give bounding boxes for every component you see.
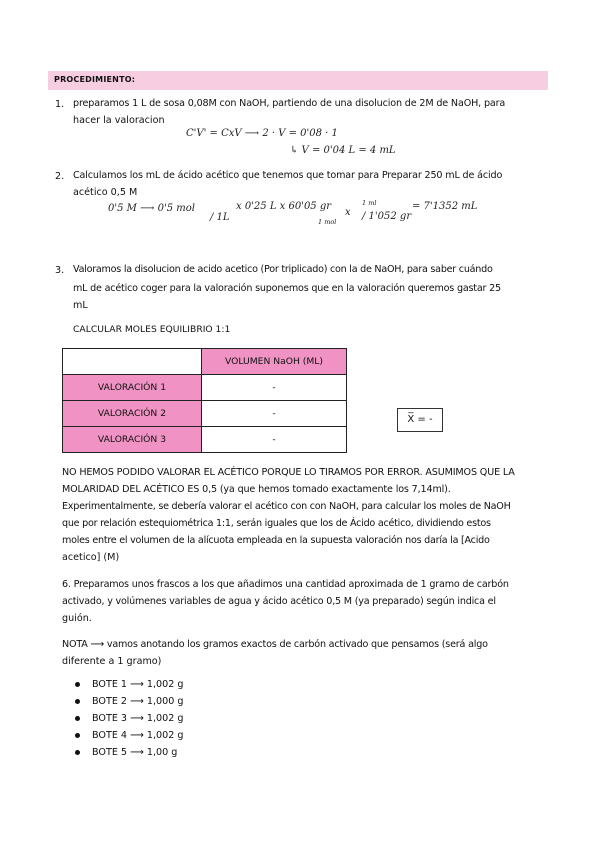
step1-line1: preparamos 1 L de sosa 0,08M con NaOH, partiendo de una disolucion de 2M de NaOH, para (73, 98, 506, 109)
table-row (63, 401, 347, 427)
note-line5: moles entre el volumen de la alícuota empleada en la supuesta valoración nos daría la [Acido (62, 535, 490, 546)
table-header-row (63, 349, 347, 375)
bullet-icon (75, 733, 80, 738)
nota-line2: diferente a 1 gramo) (62, 656, 162, 667)
bottle-list (75, 679, 184, 764)
step2-line2: acético 0,5 M (73, 187, 138, 198)
bullet-icon (75, 699, 80, 704)
step2-hand-molarity: 0'5 M ⟶ 0'5 mol (108, 203, 195, 214)
procedure-heading: PROCEDIMIENTO: (54, 75, 136, 84)
bottle-text: BOTE 4 ⟶ 1,002 g (92, 730, 184, 741)
note-line1: NO HEMOS PODIDO VALORAR EL ACÉTICO PORQUE LO TIRAMOS POR ERROR. ASUMIMOS QUE LA (62, 467, 515, 478)
list-item (75, 713, 184, 730)
step6-line2: activado, y volúmenes variables de agua y ácido acético 0,5 M (ya preparado) según indica el (62, 596, 496, 607)
note-line3: Experimentalmente, se debería valorar el acético con con NaOH, para calcular los moles de NaOH (62, 501, 511, 512)
list-item (75, 679, 184, 696)
step3-line2: mL de acético coger para la valoración suponemos que en la valoración queremos gastar 25 (73, 283, 501, 294)
note-line4: que por relación estequiométrica 1:1, serán iguales que los de Ácido acético, dividiendo estos (62, 518, 491, 529)
step3-line1: Valoramos la disolucion de acido acetico (Por triplicado) con la de NaOH, para saber cuándo (73, 264, 493, 275)
note-line6: acetico] (M) (62, 552, 120, 563)
row-label: VALORACIÓN 2 (63, 401, 202, 427)
step1-line2: hacer la valoracion (73, 115, 165, 126)
step2-hand-density: / 1'052 gr (362, 211, 412, 222)
bottle-text: BOTE 1 ⟶ 1,002 g (92, 679, 184, 690)
list-item (75, 747, 184, 764)
note-line2: MOLARIDAD DEL ACÉTICO ES 0,5 (ya que hemos tomado exactamente los 7,14ml). (62, 484, 451, 495)
step2-number: 2. (55, 171, 65, 182)
valoracion-table (62, 348, 347, 453)
procedure-heading-bar (48, 71, 548, 90)
step2-hand-mol: 1 mol (318, 218, 337, 226)
table-header-volume: VOLUMEN NaOH (ML) (202, 349, 347, 375)
row-value: - (202, 401, 347, 427)
step1-handwritten-equation: C'V' = CxV ⟶ 2 · V = 0'08 · 1 (186, 128, 338, 139)
step3-number: 3. (55, 265, 65, 276)
table-row (63, 375, 347, 401)
bullet-icon (75, 716, 80, 721)
mean-value-box: X̅ = - (397, 408, 443, 432)
row-value: - (202, 427, 347, 453)
step6-line3: guión. (62, 613, 92, 624)
step2-hand-per-liter: / 1L (210, 212, 230, 223)
bottle-text: BOTE 3 ⟶ 1,002 g (92, 713, 184, 724)
bullet-icon (75, 750, 80, 755)
step1-handwritten-result: ↳ V = 0'04 L = 4 mL (290, 145, 396, 156)
nota-line1: NOTA ⟶ vamos anotando los gramos exactos de carbón activado que pensamos (será algo (62, 639, 488, 650)
step6-line1: 6. Preparamos unos frascos a los que añadimos una cantidad aproximada de 1 gramo de carbón (62, 579, 509, 590)
step2-hand-result: = 7'1352 mL (412, 201, 478, 212)
step2-hand-times: x (345, 207, 351, 218)
list-item (75, 730, 184, 747)
bottle-text: BOTE 2 ⟶ 1,000 g (92, 696, 184, 707)
step3-line3: mL (73, 300, 88, 311)
row-label: VALORACIÓN 1 (63, 375, 202, 401)
table-corner-cell (63, 349, 202, 375)
row-label: VALORACIÓN 3 (63, 427, 202, 453)
list-item (75, 696, 184, 713)
step2-hand-ml: 1 ml (362, 199, 377, 207)
step2-hand-volume-mass: x 0'25 L x 60'05 gr (236, 201, 332, 212)
step1-number: 1. (55, 99, 65, 110)
table-row (63, 427, 347, 453)
calc-moles-title: CALCULAR MOLES EQUILIBRIO 1:1 (73, 324, 231, 335)
row-value: - (202, 375, 347, 401)
bottle-text: BOTE 5 ⟶ 1,00 g (92, 747, 178, 758)
step2-line1: Calculamos los mL de ácido acético que tenemos que tomar para Preparar 250 mL de ácido (73, 170, 503, 181)
bullet-icon (75, 682, 80, 687)
